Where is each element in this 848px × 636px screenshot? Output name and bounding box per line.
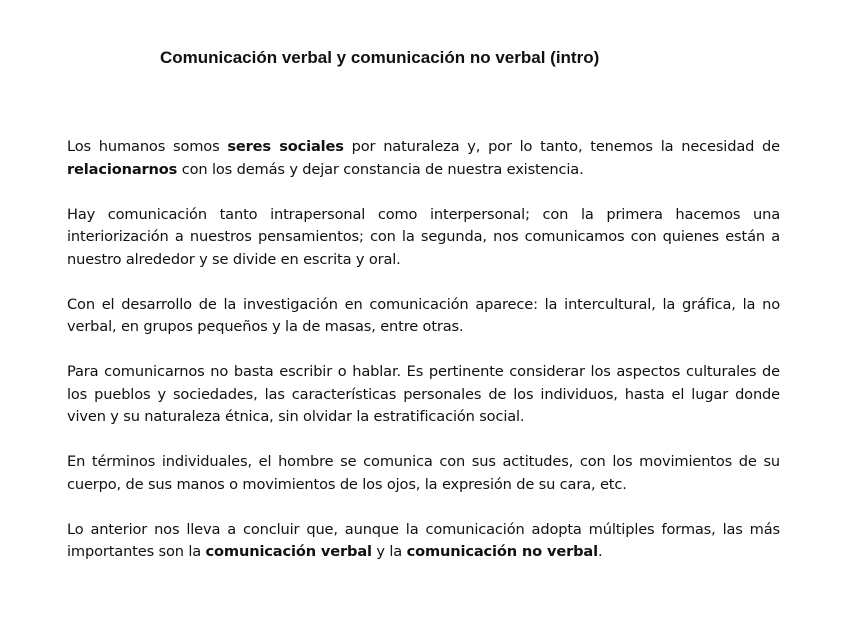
text-run: Los humanos somos: [67, 138, 228, 155]
paragraph: [67, 361, 780, 429]
text-run: Lo anterior nos lleva a concluir que, aunque la comunicación adopta múltiples formas, las más importantes son la: [67, 520, 780, 560]
text-run: .: [597, 543, 603, 560]
text-run: con los demás y dejar constancia de nuestra existencia.: [177, 160, 584, 178]
bold-phrase: seres sociales: [227, 138, 344, 155]
text-run: En términos individuales, el hombre se comunica con sus actitudes, con los movimientos de su cuerpo, de sus manos o movimientos de los ojos, la expresión de su cara, etc.: [67, 453, 780, 493]
paragraph: [67, 519, 780, 564]
text-run: Con el desarrollo de la investigación en comunicación aparece: la intercultural, la gráfica, la no verbal, en grupos pequeños y la de masas, entre otras.: [67, 295, 780, 335]
bold-phrase: comunicación no verbal: [406, 543, 598, 560]
bold-phrase: relacionarnos: [67, 160, 178, 178]
paragraph: [67, 451, 780, 496]
paragraph: [67, 204, 780, 272]
bold-phrase: comunicación verbal: [205, 543, 372, 560]
slide-body-text: [67, 136, 780, 586]
text-run: Hay comunicación tanto intrapersonal como interpersonal; con la primera hacemos una interiorización a nuestros pensamientos; con la segunda, nos comunicamos con quienes están a nuestro alrededor y se divide en escrita y oral.: [67, 205, 780, 268]
paragraph: [67, 136, 780, 181]
paragraph: [67, 294, 780, 339]
page-title: Comunicación verbal y comunicación no verbal (intro): [160, 48, 600, 67]
text-run: por naturaleza y, por lo tanto, tenemos la necesidad de: [343, 138, 780, 155]
text-run: y la: [371, 543, 407, 560]
text-run: Para comunicarnos no basta escribir o hablar. Es pertinente considerar los aspectos culturales de los pueblos y sociedades, las características personales de los individuos, hasta el lugar donde viven y su naturaleza étnica, sin olvidar la estratificación social.: [67, 363, 780, 425]
